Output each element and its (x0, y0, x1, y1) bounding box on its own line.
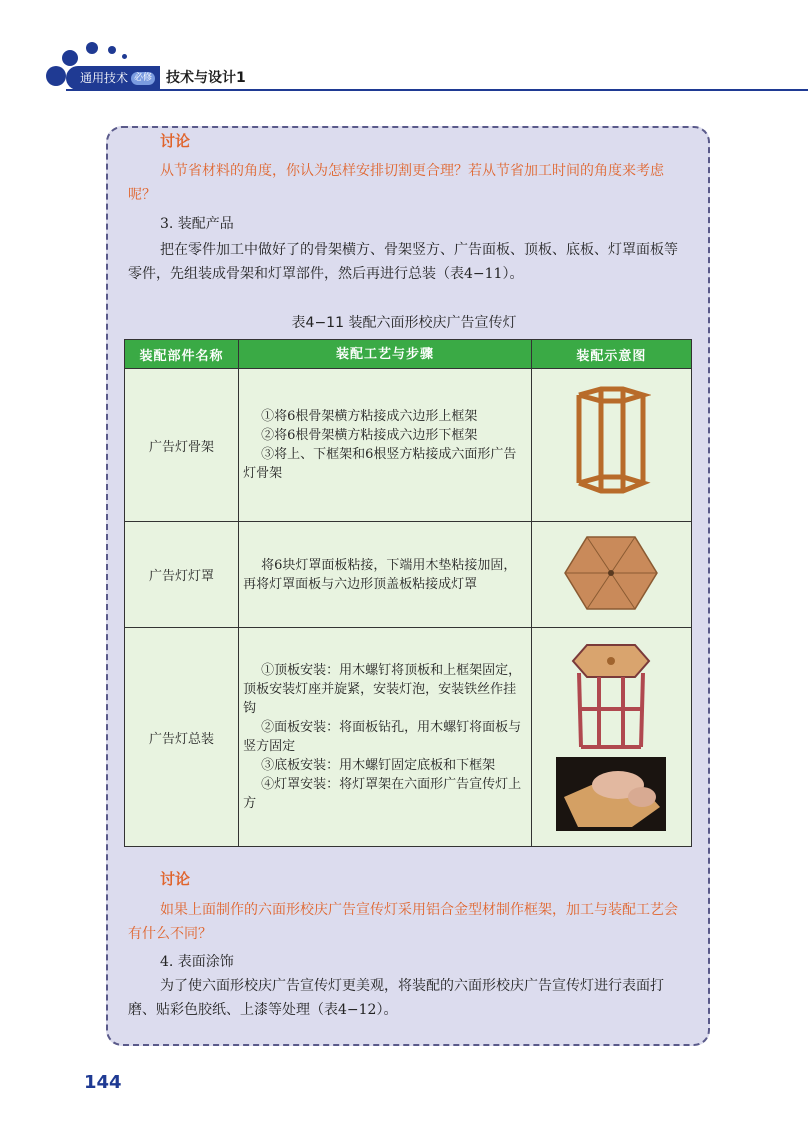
discussion-text: 如果上面制作的六面形校庆广告宣传灯采用铝合金型材制作框架，加工与装配工艺会有什么不同？ (128, 902, 678, 942)
section-heading: 4. 表面涂饰 (160, 954, 234, 970)
header-dot (62, 50, 78, 66)
table-caption: 表4−11 装配六面形校庆广告宣传灯 (291, 315, 517, 331)
lampshade-illustration (531, 522, 691, 628)
process-steps (239, 628, 532, 847)
process-step: ①顶板安装：用木螺钉将顶板和上框架固定，顶板安装灯座并旋紧，安装灯泡，安装铁丝作挂钩 (243, 663, 522, 716)
hexagonal-frame-image (571, 383, 651, 503)
table-row (125, 522, 692, 628)
discussion-text: 从节省材料的角度，你认为怎样安排切割更合理？若从节省加工时间的角度来考虑呢？ (128, 163, 664, 203)
table-row (125, 369, 692, 522)
required-badge: 必修 (131, 72, 155, 85)
process-step: 将6块灯罩面板粘接，下端用木垫粘接加固，再将灯罩面板与六边形顶盖板粘接成灯罩 (243, 557, 517, 592)
process-step: ①将6根骨架横方粘接成六边形上框架 (261, 409, 478, 424)
discussion-heading: 讨论 (160, 870, 191, 888)
process-step: ④灯罩安装：将灯罩架在六面形广告宣传灯上方 (243, 777, 522, 811)
process-step: ③底板安装：用木螺钉固定底板和下框架 (261, 758, 496, 773)
process-step: ②将6根骨架横方粘接成六边形下框架 (261, 428, 478, 443)
column-header: 装配示意图 (531, 340, 691, 369)
column-header: 装配工艺与步骤 (239, 340, 532, 369)
assembly-table (124, 339, 692, 847)
header-dot (46, 66, 66, 86)
table-header-row (125, 340, 692, 369)
header-dot (86, 42, 98, 54)
header-dot (122, 54, 127, 59)
part-name: 广告灯灯罩 (125, 522, 239, 628)
lampshade-image (563, 533, 659, 613)
assembled-lamp-image (571, 643, 651, 751)
table-row (125, 628, 692, 847)
column-header: 装配部件名称 (125, 340, 239, 369)
assembly-photo (556, 757, 666, 831)
header-dot (108, 46, 116, 54)
page-number: 144 (84, 1072, 122, 1093)
discussion-heading: 讨论 (160, 132, 191, 150)
section-heading: 3. 装配产品 (160, 216, 234, 232)
section-text: 把在零件加工中做好了的骨架横方、骨架竖方、广告面板、顶板、底板、灯罩面板等零件，先组装成骨架和灯罩部件，然后再进行总装（表4−11）。 (128, 242, 678, 282)
part-name: 广告灯总装 (125, 628, 239, 847)
book-title: 技术与设计1 (166, 70, 246, 86)
assembly-illustration (531, 628, 691, 847)
process-step: ②面板安装：将面板钻孔，用木螺钉将面板与竖方固定 (243, 720, 522, 754)
process-steps (239, 369, 532, 522)
section-text: 为了使六面形校庆广告宣传灯更美观，将装配的六面形校庆广告宣传灯进行表面打磨、贴彩色胶纸、上漆等处理（表4−12）。 (128, 978, 664, 1018)
part-name: 广告灯骨架 (125, 369, 239, 522)
subject-label: 通用技术 (80, 71, 129, 85)
process-step: ③将上、下框架和6根竖方粘接成六面形广告灯骨架 (243, 447, 517, 481)
frame-illustration (531, 369, 691, 522)
header-rule (66, 89, 808, 91)
process-steps (239, 522, 532, 628)
subject-tag (66, 66, 160, 90)
